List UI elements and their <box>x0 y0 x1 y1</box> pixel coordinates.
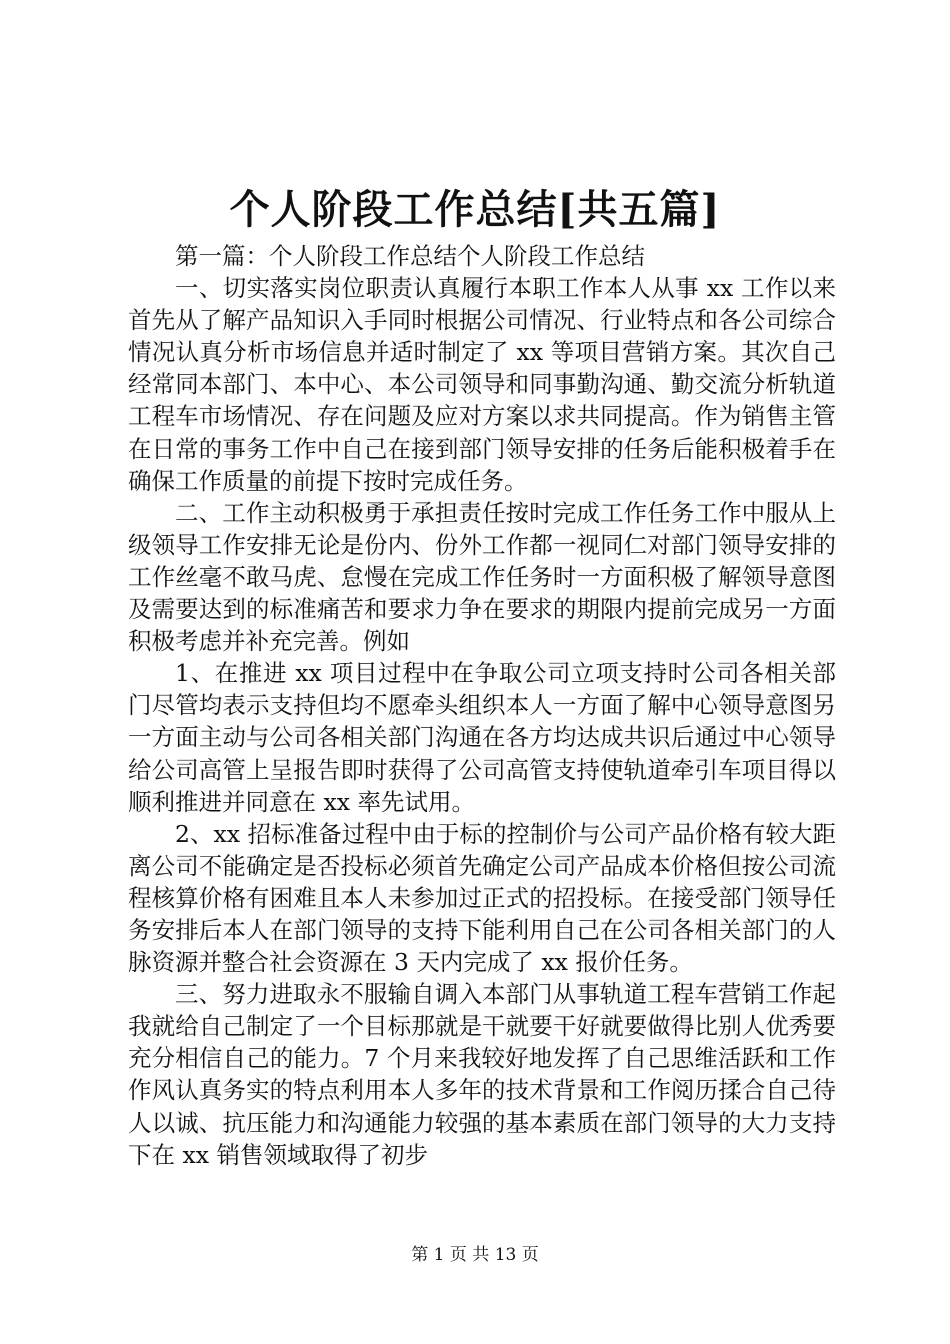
paragraph: 三、努力进取永不服输自调入本部门从事轨道工程车营销工作起我就给自己制定了一个目标那就是干就要干好就要做得比别人优秀要充分相信自己的能力。7 个月来我较好地发挥了自己思维活跃和工作作风认真务实的特点利用本人多年的技术背景和工作阅历揉合自己待人以诚、抗压能力和沟通能力较强的基本素质在部门领导的大力支持下在 xx 销售领域取得了初步 <box>128 980 836 1169</box>
page-number: 第 1 页 共 13 页 <box>411 1245 539 1265</box>
paragraph: 一、切实落实岗位职责认真履行本职工作本人从事 xx 工作以来首先从了解产品知识入手同时根据公司情况、行业特点和各公司综合情况认真分析市场信息并适时制定了 xx 等项目营销方案。其次自己经常同本部门、本中心、本公司领导和同事勤沟通、勤交流分析轨道工程车市场情况、存在问题及应对方案以求共同提高。作为销售主管在日常的事务工作中自己在接到部门领导安排的任务后能积极着手在确保工作质量的前提下按时完成任务。 <box>128 274 836 495</box>
section-heading: 第一篇：个人阶段工作总结个人阶段工作总结 <box>175 242 645 270</box>
paragraph: 2、xx 招标准备过程中由于标的控制价与公司产品价格有较大距离公司不能确定是否投标必须首先确定公司产品成本价格但按公司流程核算价格有困难且本人未参加过正式的招投标。在接受部门领导任务安排后本人在部门领导的支持下能利用自己在公司各相关部门的人脉资源并整合社会资源在 3 天内完成了 xx 报价任务。 <box>128 819 836 977</box>
paragraph: 1、在推进 xx 项目过程中在争取公司立项支持时公司各相关部门尽管均表示支持但均不愿牵头组织本人一方面了解中心领导意图另一方面主动与公司各相关部门沟通在各方均达成共识后通过中心领导给公司高管上呈报告即时获得了公司高管支持使轨道牵引车项目得以顺利推进并同意在 xx 率先试用。 <box>128 659 836 816</box>
paragraph: 二、工作主动积极勇于承担责任按时完成工作任务工作中服从上级领导工作安排无论是份内、份外工作都一视同仁对部门领导安排的工作丝毫不敢马虎、怠慢在完成工作任务时一方面积极了解领导意图及需要达到的标准痛苦和要求力争在要求的期限内提前完成另一方面积极考虑并补充完善。例如 <box>128 498 836 656</box>
document-title: 个人阶段工作总结[共五篇] <box>229 186 721 233</box>
document-body <box>128 240 836 1171</box>
